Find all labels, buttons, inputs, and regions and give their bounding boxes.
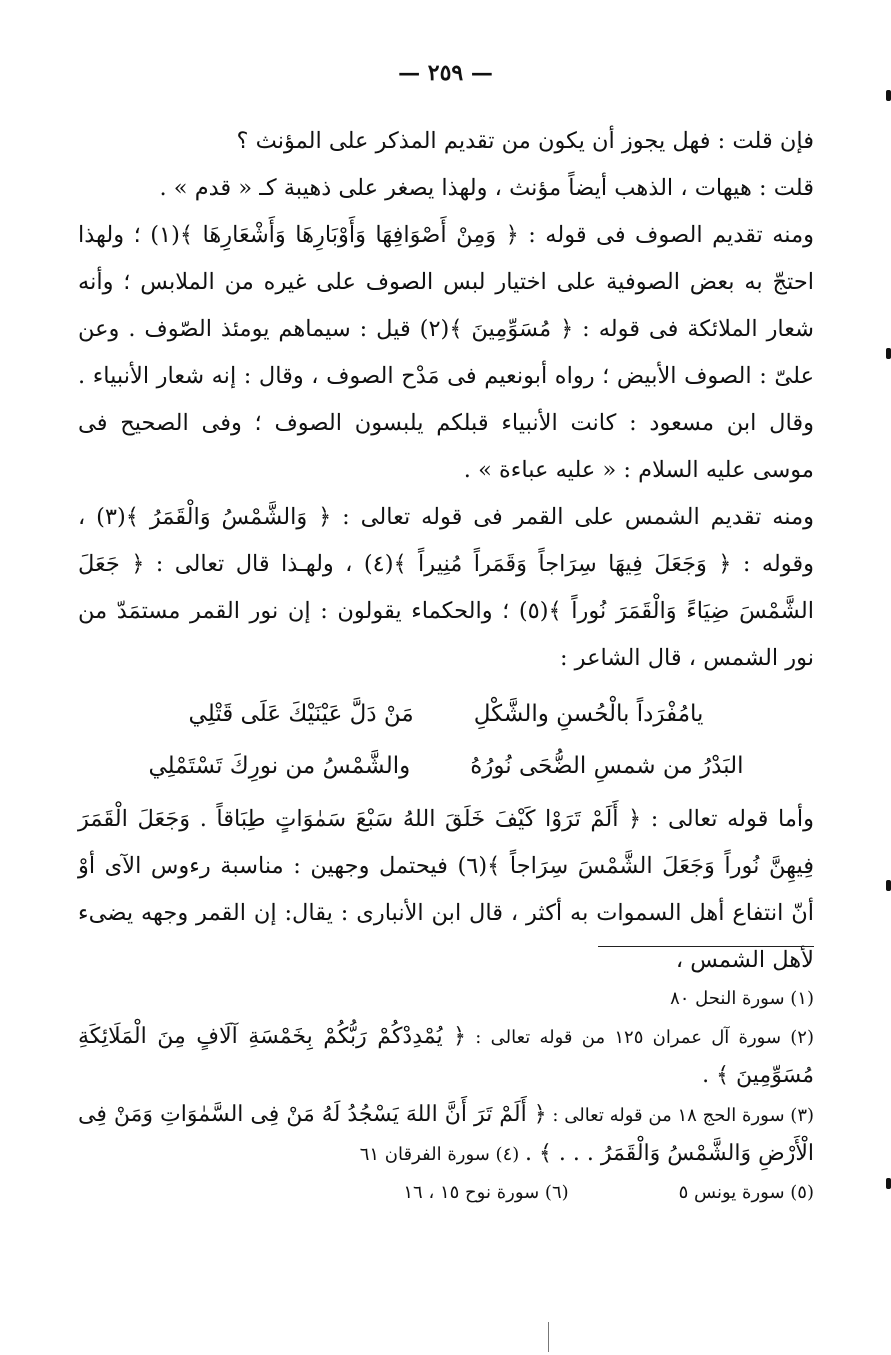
scan-edge-mark [886, 90, 891, 101]
footnote: (٥) سورة يونس ٥ [678, 1182, 814, 1203]
footnote-row [78, 1174, 814, 1212]
footnote: (٦) سورة نوح ١٥ ، ١٦ [403, 1182, 569, 1203]
footnote-quote: ﴿ يُمْدِدْكُمْ رَبُّكُمْ بِخَمْسَةِ آلَافٍ مِنَ الْمَلَائِكَةِ مُسَوِّمِينَ ﴾ . [78, 1024, 814, 1088]
poem-verse [78, 688, 814, 740]
footnote-separator [598, 946, 814, 947]
scan-edge-mark [886, 348, 891, 359]
paragraph: قلت : هيهات ، الذهب أيضاً مؤنث ، ولهذا يصغر على ذهيبة كـ « قدم » . [159, 175, 814, 201]
scan-edge-mark [886, 880, 891, 891]
footnotes [78, 980, 814, 1212]
footnote [78, 1018, 814, 1096]
main-text [78, 118, 814, 984]
footnote-quote: ﴿ أَلَمْ تَرَ أَنَّ اللهَ يَسْجُدُ لَهُ مَنْ فِى السَّمٰوَاتِ وَمَنْ فِى الْأَرْضِ وَالشَّمْسُ وَالْقَمَرُ . . . ﴾ . [78, 1102, 814, 1166]
footnote-reference: (٢) سورة آل عمران ١٢٥ من قوله تعالى : [475, 1027, 814, 1048]
footnote-reference: (٣) سورة الحج ١٨ من قوله تعالى : [552, 1105, 815, 1126]
paragraph: ومنه تقديم الشمس على القمر فى قوله تعالى : ﴿ وَالشَّمْسُ وَالْقَمَرُ ﴾(٣) ، وقوله : ﴿ وَجَعَلَ فِيهَا سِرَاجاً وَقَمَراً مُنِيراً ﴾(٤) ، ولهـذا قال تعالى : ﴿ جَعَلَ الشَّمْسَ ضِيَاءً وَالْقَمَرَ نُوراً ﴾(٥) ؛ والحكماء يقولون : إن نور القمر مستمَدّ من نور الشمس ، قال الشاعر : [78, 504, 814, 671]
footnote [78, 1096, 814, 1174]
paragraph: وأما قوله تعالى : ﴿ أَلَمْ تَرَوْا كَيْفَ خَلَقَ اللهُ سَبْعَ سَمٰوَاتٍ طِبَاقاً . وَجَعَلَ الْقَمَرَ فِيهِنَّ نُوراً وَجَعَلَ الشَّمْسَ سِرَاجاً ﴾(٦) فيحتمل وجهين : مناسبة رءوس الآى أوْ أنّ انتفاع أهل السموات به أكثر ، قال ابن الأنبارى : يقال: إن القمر وجهه يضىء لأهل الشمس ، [78, 806, 815, 973]
scan-fold-mark [548, 1322, 549, 1352]
hemistich-second: مَنْ دَلَّ عَيْنَيْكَ عَلَى قَتْلِي [188, 701, 414, 727]
paragraph: ومنه تقديم الصوف فى قوله : ﴿ وَمِنْ أَصْوَافِهَا وَأَوْبَارِهَا وَأَشْعَارِهَا ﴾(١) ؛ ولهذا احتجّ به بعض الصوفية على اختيار لبس الصوف على غيره من الملابس ؛ وأنه شعار الملائكة فى قوله : ﴿ مُسَوِّمِينَ ﴾(٢) قيل : سيماهم يومئذ الصّوف . وعن علىّ : الصوف الأبيض ؛ رواه أبونعيم فى مَدْح الصوف ، وقال : إنه شعار الأنبياء . وقال ابن مسعود : كانت الأنبياء قبلكم يلبسون الصوف ؛ وفى الصحيح فى موسى عليه السلام : « عليه عباءة » . [78, 222, 814, 483]
page-number: — ٢٥٩ — [398, 60, 493, 86]
poem-verse [78, 740, 814, 792]
hemistich-first: يامُفْرَداً بالْحُسنِ والشَّكْلِ [473, 701, 704, 727]
paragraph: فإن قلت : فهل يجوز أن يكون من تقديم المذكر على المؤنث ؟ [236, 128, 814, 154]
hemistich-second: والشَّمْسُ من نورِكَ تَسْتَمْلِي [148, 753, 411, 779]
footnote: (٤) سورة الفرقان ٦١ [359, 1144, 520, 1165]
hemistich-first: البَدْرُ من شمسِ الضُّحَى نُورُهُ [470, 753, 744, 779]
poem [78, 688, 814, 792]
scan-edge-mark [886, 1178, 891, 1189]
footnote: (١) سورة النحل ٨٠ [670, 988, 814, 1009]
